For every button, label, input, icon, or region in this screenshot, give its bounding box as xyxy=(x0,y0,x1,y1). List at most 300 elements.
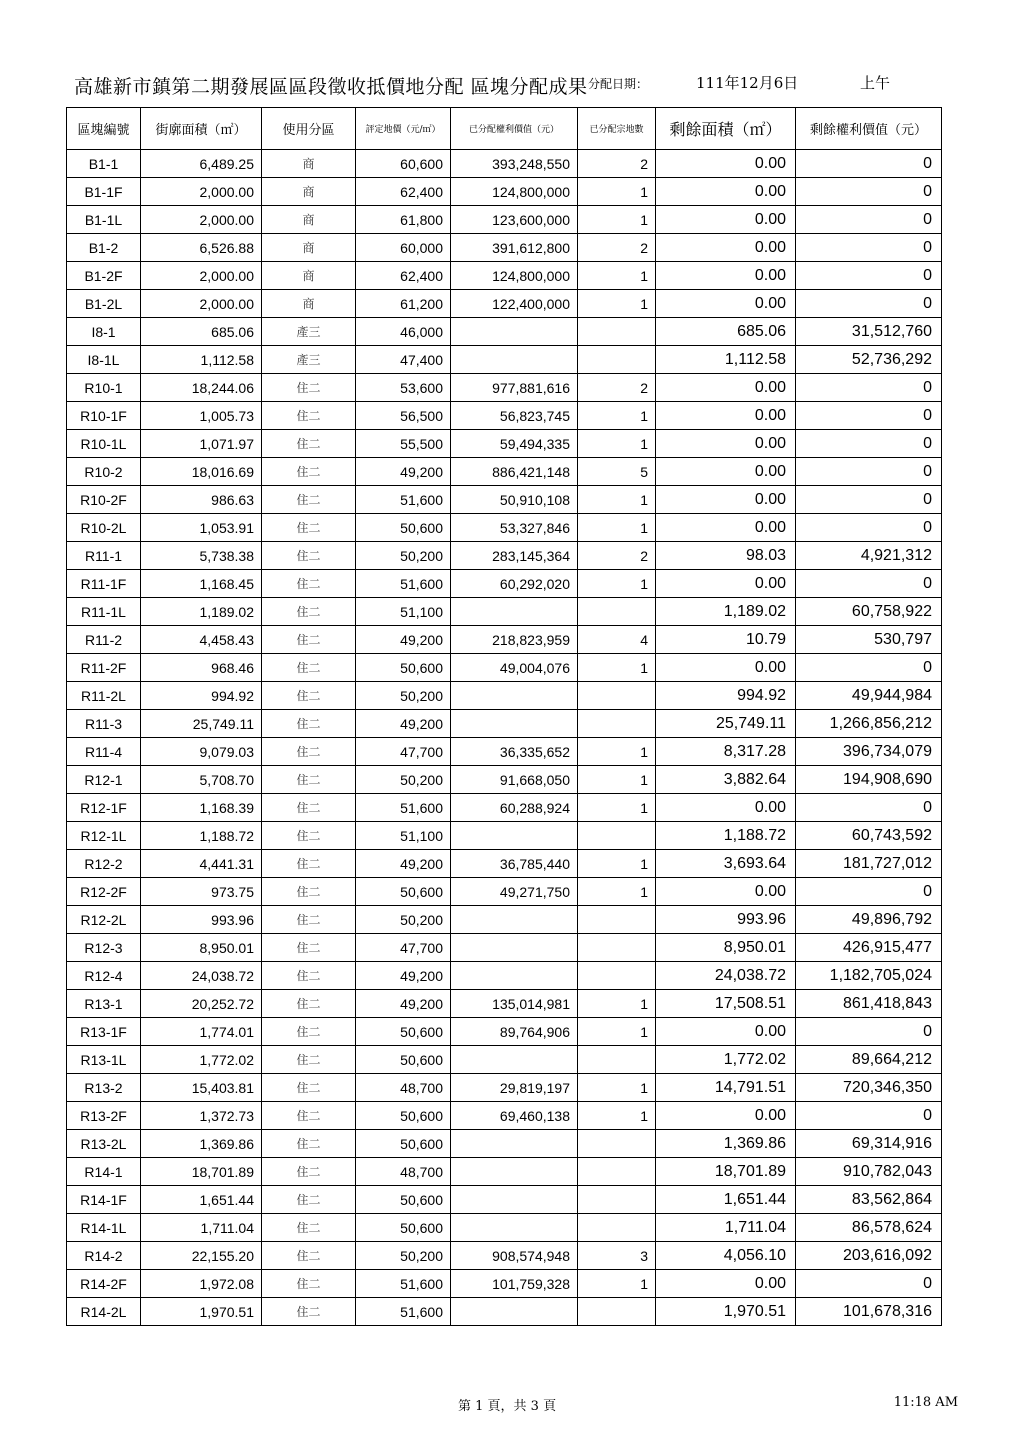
cell-block-id: R12-2L xyxy=(67,906,141,934)
cell-block-id: R10-2L xyxy=(67,514,141,542)
column-header-block-id: 區塊編號 xyxy=(67,108,141,150)
cell-zoning: 住二 xyxy=(262,458,356,486)
cell-block-id: R13-1L xyxy=(67,1046,141,1074)
cell-allocated-count xyxy=(578,962,656,990)
cell-block-area: 5,708.70 xyxy=(141,766,262,794)
cell-assessed-price: 48,700 xyxy=(356,1158,451,1186)
cell-remaining-value: 0 xyxy=(796,234,942,262)
cell-block-area: 1,774.01 xyxy=(141,1018,262,1046)
cell-block-area: 1,972.08 xyxy=(141,1270,262,1298)
table-row xyxy=(67,794,942,822)
cell-allocated-count: 5 xyxy=(578,458,656,486)
cell-zoning: 商 xyxy=(262,150,356,178)
cell-remaining-area: 0.00 xyxy=(656,430,796,458)
date-label: 分配日期： xyxy=(588,77,649,91)
cell-remaining-value: 1,266,856,212 xyxy=(796,710,942,738)
cell-block-id: R14-1L xyxy=(67,1214,141,1242)
cell-allocated-value: 908,574,948 xyxy=(451,1242,578,1270)
cell-assessed-price: 49,200 xyxy=(356,990,451,1018)
cell-allocated-value: 977,881,616 xyxy=(451,374,578,402)
cell-allocated-count xyxy=(578,598,656,626)
cell-remaining-area: 3,693.64 xyxy=(656,850,796,878)
cell-remaining-value: 52,736,292 xyxy=(796,346,942,374)
cell-assessed-price: 49,200 xyxy=(356,458,451,486)
table-row xyxy=(67,1298,942,1326)
cell-block-area: 18,244.06 xyxy=(141,374,262,402)
cell-assessed-price: 50,200 xyxy=(356,542,451,570)
column-header-block-area: 街廓面積（㎡） xyxy=(141,108,262,150)
cell-remaining-area: 1,189.02 xyxy=(656,598,796,626)
cell-zoning: 住二 xyxy=(262,1214,356,1242)
table-row xyxy=(67,850,942,878)
cell-allocated-count xyxy=(578,934,656,962)
table-row xyxy=(67,458,942,486)
table-row xyxy=(67,234,942,262)
cell-remaining-area: 17,508.51 xyxy=(656,990,796,1018)
cell-block-id: R12-1L xyxy=(67,822,141,850)
cell-allocated-value: 56,823,745 xyxy=(451,402,578,430)
cell-zoning: 住二 xyxy=(262,402,356,430)
cell-allocated-value: 49,004,076 xyxy=(451,654,578,682)
table-row xyxy=(67,934,942,962)
cell-remaining-area: 0.00 xyxy=(656,878,796,906)
cell-remaining-value: 396,734,079 xyxy=(796,738,942,766)
cell-block-area: 1,369.86 xyxy=(141,1130,262,1158)
cell-assessed-price: 50,200 xyxy=(356,682,451,710)
document-header xyxy=(74,66,954,100)
cell-zoning: 住二 xyxy=(262,1074,356,1102)
cell-block-id: R10-2 xyxy=(67,458,141,486)
cell-allocated-count xyxy=(578,1186,656,1214)
cell-block-area: 5,738.38 xyxy=(141,542,262,570)
cell-assessed-price: 47,700 xyxy=(356,934,451,962)
cell-block-id: B1-1L xyxy=(67,206,141,234)
cell-block-area: 4,458.43 xyxy=(141,626,262,654)
table-row xyxy=(67,682,942,710)
cell-remaining-area: 685.06 xyxy=(656,318,796,346)
cell-allocated-value xyxy=(451,1046,578,1074)
cell-block-area: 1,112.58 xyxy=(141,346,262,374)
cell-allocated-count: 1 xyxy=(578,766,656,794)
cell-remaining-value: 0 xyxy=(796,514,942,542)
cell-remaining-area: 0.00 xyxy=(656,514,796,542)
cell-assessed-price: 60,600 xyxy=(356,150,451,178)
cell-zoning: 住二 xyxy=(262,1186,356,1214)
cell-allocated-count: 1 xyxy=(578,570,656,598)
cell-remaining-value: 60,758,922 xyxy=(796,598,942,626)
cell-remaining-area: 3,882.64 xyxy=(656,766,796,794)
table-row xyxy=(67,206,942,234)
cell-assessed-price: 49,200 xyxy=(356,710,451,738)
cell-zoning: 住二 xyxy=(262,1102,356,1130)
cell-remaining-value: 530,797 xyxy=(796,626,942,654)
table-row xyxy=(67,514,942,542)
cell-allocated-value: 59,494,335 xyxy=(451,430,578,458)
cell-allocated-count: 1 xyxy=(578,1270,656,1298)
cell-allocated-value xyxy=(451,934,578,962)
cell-remaining-value: 0 xyxy=(796,878,942,906)
cell-zoning: 產三 xyxy=(262,318,356,346)
cell-block-id: B1-2 xyxy=(67,234,141,262)
cell-allocated-value xyxy=(451,906,578,934)
cell-allocated-count: 1 xyxy=(578,1074,656,1102)
cell-block-id: R12-1F xyxy=(67,794,141,822)
table-row xyxy=(67,766,942,794)
cell-block-area: 2,000.00 xyxy=(141,262,262,290)
cell-zoning: 住二 xyxy=(262,682,356,710)
cell-remaining-value: 0 xyxy=(796,794,942,822)
cell-remaining-area: 1,651.44 xyxy=(656,1186,796,1214)
cell-block-id: I8-1 xyxy=(67,318,141,346)
cell-block-id: R13-1 xyxy=(67,990,141,1018)
cell-allocated-value xyxy=(451,1186,578,1214)
cell-zoning: 住二 xyxy=(262,1018,356,1046)
cell-assessed-price: 50,600 xyxy=(356,1046,451,1074)
cell-remaining-area: 0.00 xyxy=(656,290,796,318)
cell-assessed-price: 50,600 xyxy=(356,878,451,906)
cell-remaining-value: 0 xyxy=(796,402,942,430)
cell-block-area: 1,189.02 xyxy=(141,598,262,626)
table-row xyxy=(67,1270,942,1298)
table-row xyxy=(67,1046,942,1074)
cell-assessed-price: 51,600 xyxy=(356,1270,451,1298)
cell-block-area: 15,403.81 xyxy=(141,1074,262,1102)
cell-remaining-area: 994.92 xyxy=(656,682,796,710)
cell-block-area: 986.63 xyxy=(141,486,262,514)
cell-allocated-count xyxy=(578,318,656,346)
cell-block-id: R10-1F xyxy=(67,402,141,430)
cell-assessed-price: 61,800 xyxy=(356,206,451,234)
cell-remaining-value: 0 xyxy=(796,430,942,458)
cell-remaining-area: 1,711.04 xyxy=(656,1214,796,1242)
cell-zoning: 商 xyxy=(262,262,356,290)
cell-assessed-price: 62,400 xyxy=(356,262,451,290)
cell-block-id: R12-3 xyxy=(67,934,141,962)
cell-block-id: R13-2F xyxy=(67,1102,141,1130)
cell-remaining-area: 0.00 xyxy=(656,654,796,682)
print-time: 11:18 AM xyxy=(893,1395,958,1410)
cell-block-area: 1,651.44 xyxy=(141,1186,262,1214)
cell-zoning: 住二 xyxy=(262,598,356,626)
cell-allocated-count: 1 xyxy=(578,878,656,906)
cell-remaining-area: 0.00 xyxy=(656,402,796,430)
cell-zoning: 住二 xyxy=(262,542,356,570)
cell-allocated-value: 50,910,108 xyxy=(451,486,578,514)
cell-allocated-count: 4 xyxy=(578,626,656,654)
cell-assessed-price: 47,400 xyxy=(356,346,451,374)
cell-remaining-value: 181,727,012 xyxy=(796,850,942,878)
cell-remaining-area: 8,317.28 xyxy=(656,738,796,766)
cell-assessed-price: 62,400 xyxy=(356,178,451,206)
cell-remaining-area: 10.79 xyxy=(656,626,796,654)
cell-allocated-value: 391,612,800 xyxy=(451,234,578,262)
cell-allocated-value: 91,668,050 xyxy=(451,766,578,794)
cell-zoning: 商 xyxy=(262,206,356,234)
cell-zoning: 住二 xyxy=(262,1298,356,1326)
cell-block-id: R11-4 xyxy=(67,738,141,766)
table-row xyxy=(67,262,942,290)
cell-allocated-value xyxy=(451,1130,578,1158)
cell-block-id: R11-2 xyxy=(67,626,141,654)
cell-block-area: 1,168.45 xyxy=(141,570,262,598)
cell-block-area: 2,000.00 xyxy=(141,290,262,318)
cell-assessed-price: 51,600 xyxy=(356,570,451,598)
cell-block-area: 1,772.02 xyxy=(141,1046,262,1074)
cell-assessed-price: 50,600 xyxy=(356,1214,451,1242)
cell-remaining-area: 0.00 xyxy=(656,458,796,486)
cell-block-area: 4,441.31 xyxy=(141,850,262,878)
cell-remaining-area: 0.00 xyxy=(656,1270,796,1298)
column-header-zoning: 使用分區 xyxy=(262,108,356,150)
table-row xyxy=(67,710,942,738)
cell-block-area: 968.46 xyxy=(141,654,262,682)
cell-assessed-price: 50,600 xyxy=(356,1018,451,1046)
cell-remaining-value: 0 xyxy=(796,290,942,318)
cell-allocated-count: 2 xyxy=(578,542,656,570)
cell-assessed-price: 61,200 xyxy=(356,290,451,318)
cell-block-area: 1,005.73 xyxy=(141,402,262,430)
cell-remaining-area: 0.00 xyxy=(656,486,796,514)
cell-remaining-value: 49,896,792 xyxy=(796,906,942,934)
cell-allocated-value: 60,292,020 xyxy=(451,570,578,598)
cell-assessed-price: 49,200 xyxy=(356,626,451,654)
cell-zoning: 住二 xyxy=(262,1270,356,1298)
table-row xyxy=(67,570,942,598)
cell-remaining-value: 0 xyxy=(796,206,942,234)
cell-allocated-count: 1 xyxy=(578,738,656,766)
cell-remaining-value: 426,915,477 xyxy=(796,934,942,962)
cell-remaining-area: 18,701.89 xyxy=(656,1158,796,1186)
cell-block-area: 6,526.88 xyxy=(141,234,262,262)
cell-allocated-count: 1 xyxy=(578,206,656,234)
cell-assessed-price: 53,600 xyxy=(356,374,451,402)
cell-remaining-value: 31,512,760 xyxy=(796,318,942,346)
cell-remaining-area: 0.00 xyxy=(656,206,796,234)
table-row xyxy=(67,1102,942,1130)
cell-allocated-count xyxy=(578,1130,656,1158)
cell-allocated-count xyxy=(578,822,656,850)
column-header-remaining-area: 剩餘面積（㎡） xyxy=(656,108,796,150)
cell-zoning: 住二 xyxy=(262,514,356,542)
cell-block-area: 18,701.89 xyxy=(141,1158,262,1186)
cell-remaining-value: 0 xyxy=(796,178,942,206)
table-row xyxy=(67,822,942,850)
cell-remaining-area: 0.00 xyxy=(656,374,796,402)
cell-block-id: R13-1F xyxy=(67,1018,141,1046)
cell-remaining-value: 0 xyxy=(796,1270,942,1298)
cell-remaining-area: 25,749.11 xyxy=(656,710,796,738)
cell-assessed-price: 51,100 xyxy=(356,822,451,850)
column-header-assessed-price: 評定地價（元/㎡） xyxy=(356,108,451,150)
cell-block-id: B1-2L xyxy=(67,290,141,318)
cell-allocated-value: 36,785,440 xyxy=(451,850,578,878)
cell-remaining-area: 24,038.72 xyxy=(656,962,796,990)
cell-allocated-value xyxy=(451,1298,578,1326)
table-row xyxy=(67,1074,942,1102)
table-row xyxy=(67,178,942,206)
cell-allocated-value: 122,400,000 xyxy=(451,290,578,318)
cell-block-id: R14-1 xyxy=(67,1158,141,1186)
cell-remaining-area: 0.00 xyxy=(656,794,796,822)
table-row xyxy=(67,402,942,430)
cell-remaining-value: 861,418,843 xyxy=(796,990,942,1018)
cell-block-area: 1,372.73 xyxy=(141,1102,262,1130)
cell-allocated-count: 1 xyxy=(578,1102,656,1130)
cell-remaining-area: 1,188.72 xyxy=(656,822,796,850)
cell-allocated-value xyxy=(451,346,578,374)
cell-zoning: 住二 xyxy=(262,766,356,794)
cell-assessed-price: 51,600 xyxy=(356,486,451,514)
cell-zoning: 住二 xyxy=(262,1130,356,1158)
cell-assessed-price: 48,700 xyxy=(356,1074,451,1102)
cell-assessed-price: 50,600 xyxy=(356,1130,451,1158)
cell-allocated-value: 60,288,924 xyxy=(451,794,578,822)
cell-remaining-value: 0 xyxy=(796,1018,942,1046)
cell-remaining-value: 49,944,984 xyxy=(796,682,942,710)
cell-allocated-value: 124,800,000 xyxy=(451,262,578,290)
cell-zoning: 住二 xyxy=(262,990,356,1018)
table-header-row xyxy=(67,108,942,150)
cell-zoning: 住二 xyxy=(262,934,356,962)
cell-block-id: R11-2F xyxy=(67,654,141,682)
cell-zoning: 住二 xyxy=(262,710,356,738)
cell-block-area: 685.06 xyxy=(141,318,262,346)
cell-remaining-area: 1,369.86 xyxy=(656,1130,796,1158)
cell-zoning: 住二 xyxy=(262,1242,356,1270)
cell-remaining-area: 0.00 xyxy=(656,178,796,206)
cell-block-id: R12-2F xyxy=(67,878,141,906)
cell-zoning: 住二 xyxy=(262,906,356,934)
cell-zoning: 住二 xyxy=(262,878,356,906)
cell-remaining-area: 1,772.02 xyxy=(656,1046,796,1074)
cell-assessed-price: 49,200 xyxy=(356,850,451,878)
cell-block-id: R14-1F xyxy=(67,1186,141,1214)
cell-assessed-price: 50,600 xyxy=(356,1102,451,1130)
cell-block-id: R14-2 xyxy=(67,1242,141,1270)
cell-block-area: 1,168.39 xyxy=(141,794,262,822)
cell-assessed-price: 51,600 xyxy=(356,1298,451,1326)
cell-remaining-value: 203,616,092 xyxy=(796,1242,942,1270)
cell-allocated-value xyxy=(451,822,578,850)
cell-allocated-value xyxy=(451,598,578,626)
cell-remaining-value: 86,578,624 xyxy=(796,1214,942,1242)
cell-allocated-count xyxy=(578,1158,656,1186)
cell-allocated-count: 1 xyxy=(578,402,656,430)
cell-remaining-area: 0.00 xyxy=(656,150,796,178)
cell-remaining-value: 89,664,212 xyxy=(796,1046,942,1074)
cell-remaining-area: 98.03 xyxy=(656,542,796,570)
cell-zoning: 住二 xyxy=(262,374,356,402)
cell-block-area: 994.92 xyxy=(141,682,262,710)
cell-remaining-area: 0.00 xyxy=(656,1018,796,1046)
cell-block-area: 993.96 xyxy=(141,906,262,934)
cell-remaining-area: 8,950.01 xyxy=(656,934,796,962)
cell-block-id: B1-1 xyxy=(67,150,141,178)
cell-remaining-value: 0 xyxy=(796,262,942,290)
cell-block-area: 2,000.00 xyxy=(141,178,262,206)
cell-allocated-count: 2 xyxy=(578,150,656,178)
cell-remaining-value: 720,346,350 xyxy=(796,1074,942,1102)
cell-allocated-value xyxy=(451,710,578,738)
cell-allocated-count: 1 xyxy=(578,290,656,318)
cell-assessed-price: 51,100 xyxy=(356,598,451,626)
cell-allocated-count: 1 xyxy=(578,654,656,682)
cell-block-area: 6,489.25 xyxy=(141,150,262,178)
cell-zoning: 住二 xyxy=(262,654,356,682)
cell-block-area: 18,016.69 xyxy=(141,458,262,486)
cell-allocated-value: 36,335,652 xyxy=(451,738,578,766)
cell-zoning: 商 xyxy=(262,290,356,318)
cell-block-id: R11-2L xyxy=(67,682,141,710)
cell-remaining-area: 1,970.51 xyxy=(656,1298,796,1326)
cell-block-id: B1-1F xyxy=(67,178,141,206)
cell-block-id: R11-1F xyxy=(67,570,141,598)
cell-allocated-value: 218,823,959 xyxy=(451,626,578,654)
cell-block-area: 1,188.72 xyxy=(141,822,262,850)
cell-remaining-value: 60,743,592 xyxy=(796,822,942,850)
cell-block-area: 1,053.91 xyxy=(141,514,262,542)
table-row xyxy=(67,1158,942,1186)
table-row xyxy=(67,486,942,514)
cell-block-id: R13-2 xyxy=(67,1074,141,1102)
cell-remaining-value: 910,782,043 xyxy=(796,1158,942,1186)
cell-remaining-value: 0 xyxy=(796,374,942,402)
table-row xyxy=(67,318,942,346)
cell-allocated-count xyxy=(578,346,656,374)
cell-block-area: 1,711.04 xyxy=(141,1214,262,1242)
cell-remaining-area: 993.96 xyxy=(656,906,796,934)
cell-remaining-area: 0.00 xyxy=(656,262,796,290)
cell-block-id: R12-4 xyxy=(67,962,141,990)
cell-allocated-value: 283,145,364 xyxy=(451,542,578,570)
cell-allocated-count xyxy=(578,682,656,710)
cell-assessed-price: 50,200 xyxy=(356,1242,451,1270)
column-header-remaining-value: 剩餘權利價值（元） xyxy=(796,108,942,150)
page-indicator: 第 1 頁，共 3 頁 xyxy=(458,1399,557,1414)
time-of-day: 上午 xyxy=(860,74,891,92)
cell-assessed-price: 51,600 xyxy=(356,794,451,822)
cell-remaining-area: 0.00 xyxy=(656,1102,796,1130)
cell-remaining-value: 69,314,916 xyxy=(796,1130,942,1158)
cell-assessed-price: 50,600 xyxy=(356,654,451,682)
cell-block-id: R10-1 xyxy=(67,374,141,402)
table-row xyxy=(67,290,942,318)
cell-allocated-value xyxy=(451,962,578,990)
cell-block-id: R14-2L xyxy=(67,1298,141,1326)
cell-allocated-value: 135,014,981 xyxy=(451,990,578,1018)
cell-allocated-value: 886,421,148 xyxy=(451,458,578,486)
cell-assessed-price: 50,200 xyxy=(356,766,451,794)
cell-allocated-value xyxy=(451,318,578,346)
cell-assessed-price: 50,600 xyxy=(356,514,451,542)
cell-remaining-value: 0 xyxy=(796,486,942,514)
cell-allocated-count: 2 xyxy=(578,374,656,402)
table-row xyxy=(67,654,942,682)
cell-block-id: R11-3 xyxy=(67,710,141,738)
cell-remaining-value: 194,908,690 xyxy=(796,766,942,794)
cell-allocated-value: 124,800,000 xyxy=(451,178,578,206)
cell-allocated-count xyxy=(578,1214,656,1242)
cell-block-id: R12-1 xyxy=(67,766,141,794)
cell-allocated-count xyxy=(578,710,656,738)
cell-zoning: 住二 xyxy=(262,822,356,850)
cell-remaining-area: 14,791.51 xyxy=(656,1074,796,1102)
cell-block-area: 2,000.00 xyxy=(141,206,262,234)
cell-remaining-value: 101,678,316 xyxy=(796,1298,942,1326)
cell-block-area: 22,155.20 xyxy=(141,1242,262,1270)
cell-allocated-count: 1 xyxy=(578,794,656,822)
cell-allocated-value: 53,327,846 xyxy=(451,514,578,542)
